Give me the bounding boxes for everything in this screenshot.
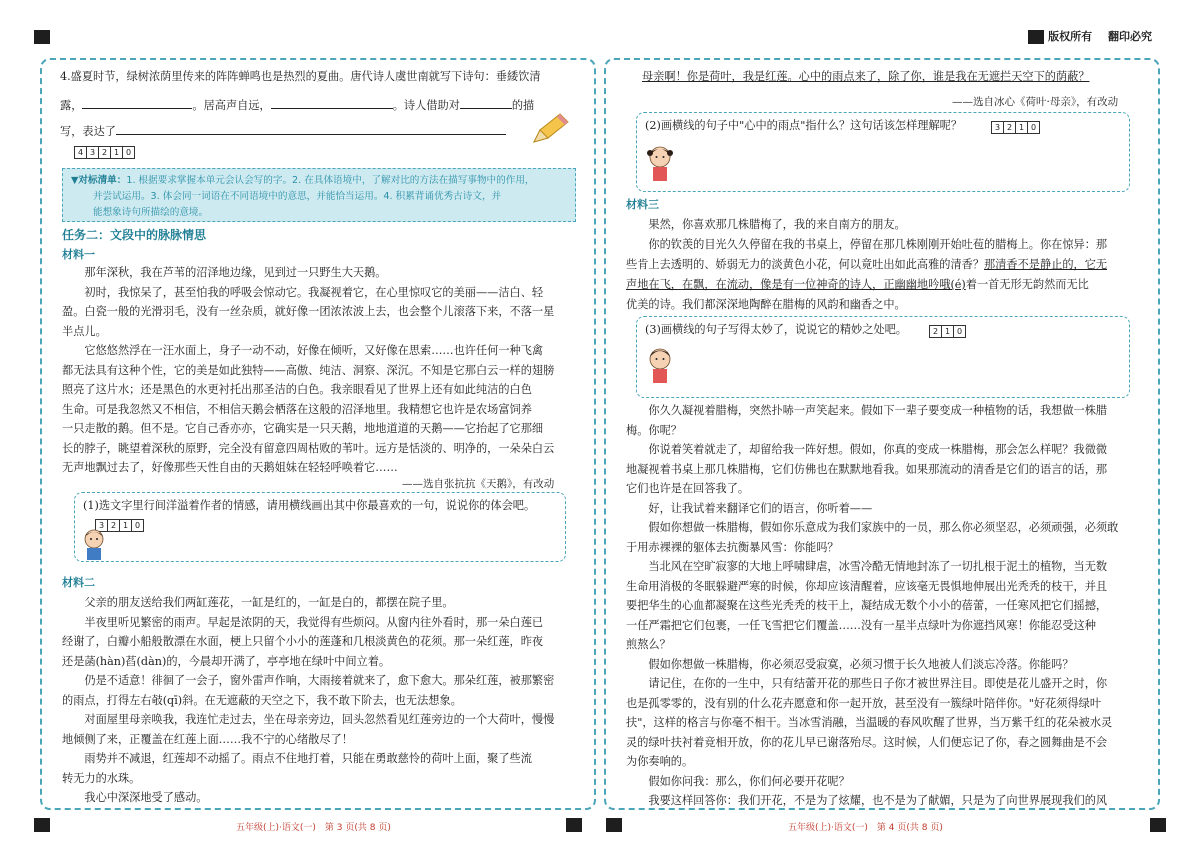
paragraph-line: 父亲的朋友送给我们两缸莲花，一缸是红的，一缸是白的，都摆在院子里。 xyxy=(62,596,454,609)
paragraph-line: 地倾侧了来，正覆盖在红莲上面……我不宁的心绪散尽了！ xyxy=(62,732,353,746)
paragraph-line: 那年深秋，我在芦苇的沼泽地边缘，见到过一只野生大天鹅。 xyxy=(62,266,387,279)
paragraph-line: 请记住，在你的一生中，只有结蕾开花的那些日子你才被世界注目。即使是花儿盛开之时，你 xyxy=(626,677,1108,690)
checklist-text-1: 1. 根据要求掌握本单元会认会写的字。2. 在具体语境中，了解对比的方法在描写事物中的作用， xyxy=(126,175,535,186)
material3-line4-rest: 着一首无形无韵然而无比 xyxy=(965,278,1089,291)
paragraph-line: 都无法具有这种个性，它的美是如此独特——高傲、纯洁、洞察、深沉。不知是它那白云一样的翅膀 xyxy=(62,363,555,377)
paragraph-line: 要把华生的心血都凝聚在这些光秃秃的枝干上，凝结成无数个小小的蓓蕾，一任寒风把它们摇撼， xyxy=(626,599,1108,612)
girl-avatar-icon xyxy=(645,143,675,183)
top-quote: 母亲啊！你是荷叶，我是红莲。心中的雨点来了，除了你，谁是我在无遮拦天空下的荫蔽？ xyxy=(642,70,1090,83)
material3-line3 xyxy=(626,256,1107,274)
paragraph-line: 照亮了这片水；还是黑色的水更衬托出那圣洁的白色。我亲眼看见了世界上还有如此纯洁的白色 xyxy=(62,383,532,396)
score-box[interactable]: 1 xyxy=(941,325,954,338)
material3-label xyxy=(626,196,659,212)
paragraph-line: 初时，我惊呆了，甚至怕我的呼吸会惊动它。我凝视着它，在心里惊叹它的美丽——洁白、轻 xyxy=(62,285,544,299)
underlined-sentence-start: 那清香不是静止的，它无 xyxy=(984,258,1108,271)
paragraph-line: 灵的绿叶扶衬着竞相开放，你的花儿早已谢落殆尽。这时候，人们便忘记了你，春之圆舞曲是不会 xyxy=(626,735,1108,749)
material3-label-text: 材料三 xyxy=(626,198,659,211)
paragraph-line: 生命用消极的冬眠躲避严寒的时候，你却应该清醒着，应该毫无畏惧地伸展出光秃秃的枝干，并且 xyxy=(626,579,1108,593)
score-box[interactable]: 2 xyxy=(98,146,111,159)
q4-line2-b: 。居高声自远， xyxy=(192,99,271,112)
material1-label-text: 材料一 xyxy=(62,248,95,261)
score-box[interactable]: 1 xyxy=(119,519,132,532)
q4-line3 xyxy=(60,122,506,141)
left-page-footer: 五年级(上)·语文(一) 第 3 页(共 8 页) xyxy=(236,823,391,833)
paragraph-line: 仍是不适意！徘徊了一会子，窗外雷声作响，大雨接着就来了，愈下愈大。那朵红莲，被那繁密 xyxy=(62,674,555,687)
paragraph-line: 它悠悠然浮在一汪水面上，身子一动不动，好像在倾听，又好像在思索……也许任何一种飞禽 xyxy=(62,344,544,357)
paragraph-line: 经谢了，白瓣小船般散漂在水面，梗上只留个小小的莲蓬和几根淡黄色的花须。那一朵红莲，昨夜 xyxy=(62,635,544,648)
corner-mark-bottom-left xyxy=(34,818,50,832)
score-box[interactable]: 0 xyxy=(122,146,135,159)
corner-mark-bottom-right xyxy=(1150,818,1166,832)
material3-line2: 你的钦羡的目光久久停留在我的书桌上，停留在那几株刚刚开始吐苞的腊梅上。你在惊异：那 xyxy=(626,238,1108,251)
material3-line1: 果然，你喜欢那几株腊梅了，我的来自南方的朋友。 xyxy=(626,218,906,231)
score-box[interactable]: 0 xyxy=(1027,121,1040,134)
score-box[interactable]: 3 xyxy=(86,146,99,159)
question2-box xyxy=(636,112,1130,192)
paragraph-line: 它们也许是在回答我了。 xyxy=(626,482,750,495)
boy-avatar-icon xyxy=(79,527,109,561)
paragraph-line: 一只走散的鹅。但不是。它自己香亦亦，它确实是一只天鹅，地地道道的天鹅——它抬起了它那细 xyxy=(62,422,544,435)
pencil-icon xyxy=(530,112,570,146)
paragraph-line: 长的脖子，眺望着深秋的原野，完全没有留意四周枯败的苇叶。远方是恬淡的、明净的，一朵朵白云 xyxy=(62,441,555,455)
q4-line2-d: 的描 xyxy=(511,99,535,112)
material3-line3-text: 些肯上去透明的、娇弱无力的淡黄色小花，何以竟吐出如此高雅的清香？ xyxy=(626,258,985,271)
question2-label: (2)画横线的句子中"心中的雨点"指什么？这句话该怎样理解呢？ xyxy=(645,119,963,132)
material1-label xyxy=(62,246,95,262)
paragraph-line: 梅。你呢？ xyxy=(626,423,682,437)
score-box[interactable]: 2 xyxy=(107,519,120,532)
score-box[interactable]: 0 xyxy=(953,325,966,338)
paragraph-line: 我心中深深地受了感动。 xyxy=(62,791,208,804)
q4-blank-1[interactable] xyxy=(82,96,192,109)
paragraph-line: 好，让我试着来翻译它们的语言，你听着—— xyxy=(626,501,873,515)
score-box[interactable]: 2 xyxy=(929,325,942,338)
boy-avatar-icon xyxy=(645,345,675,385)
rights-reserved-label: 版权所有 xyxy=(1048,30,1093,43)
score-box[interactable]: 3 xyxy=(991,121,1004,134)
paragraph-line: 无声地飘过去了，好像那些天性自由的天鹅姐妹在轻轻呼唤着它…… xyxy=(62,461,398,474)
no-copy-label: 翻印必究 xyxy=(1108,30,1152,43)
question2-text xyxy=(645,117,962,135)
score-box[interactable]: 1 xyxy=(1015,121,1028,134)
q4-line3-text: 写，表达了 xyxy=(60,125,116,138)
q4-line2-c: 。诗人借助对 xyxy=(392,99,460,112)
underlined-sentence-end: 声地在飞，在飘，在流动，像是有一位神奇的诗人，正幽幽地吟哦(é) xyxy=(626,278,966,291)
checklist-text-2: 并尝试运用。3. 体会同一词语在不同语境中的意思，并能恰当运用。4. 积累背诵优秀古诗文，并 xyxy=(93,191,502,202)
paragraph-line: 你说着笑着就走了，却留给我一阵好想。假如，你真的变成一株腊梅，那会怎么样呢？我微微 xyxy=(626,443,1108,456)
paragraph-line: 一任严霜把它们包裹，一任飞雪把它们覆盖……没有一星半点绿叶为你遮挡风寒！你能忍受这种 xyxy=(626,618,1096,632)
material3-line4 xyxy=(626,276,1089,294)
question1-text: (1)选文字里行间洋溢着作者的情感，请用横线画出其中你最喜欢的一句，说说你的体会吧。 xyxy=(83,499,536,512)
checklist-box xyxy=(62,168,576,222)
checklist-line1 xyxy=(71,173,567,189)
paragraph-line: 还是菡(hàn)萏(dàn)的，今晨却开满了，亭亭地在绿叶中间立着。 xyxy=(62,654,391,668)
right-page xyxy=(604,58,1160,810)
paragraph-line: 半夜里听见繁密的雨声。早起是浓阴的天，我觉得有些烦闷。从窗内往外看时，那一朵白莲已 xyxy=(62,615,544,629)
paragraph-line: 我要这样回答你：我们开花，不是为了炫耀，也不是为了献媚，只是为了向世界展现我们的风 xyxy=(626,794,1108,807)
material1-source: ——选自张抗抗《天鹅》，有改动 xyxy=(402,478,555,490)
corner-mark-top-left xyxy=(34,30,50,44)
checklist-title: 对标清单： xyxy=(78,175,127,186)
material2-label xyxy=(62,574,95,590)
paragraph-line: 地凝视着书桌上那几株腊梅，它们仿佛也在默默地看我。如果那流动的清香是它们的语言的话，那 xyxy=(626,462,1108,476)
paragraph-line: 当北风在空旷寂寥的大地上呼啸肆虐，冰雪冷酷无情地封冻了一切扎根于泥土的植物，当无数 xyxy=(626,560,1108,573)
score-box[interactable]: 3 xyxy=(95,519,108,532)
task-title: 任务二：文段中的脉脉情思 xyxy=(62,228,207,242)
q4-blank-2[interactable] xyxy=(271,96,393,109)
paragraph-line: 的雨点，打得左右攲(qī)斜。在无遮蔽的天空之下，我不敢下阶去，也无法想象。 xyxy=(62,693,462,707)
score-box[interactable]: 2 xyxy=(1003,121,1016,134)
paragraph-line: 转无力的水珠。 xyxy=(62,771,141,785)
material3-line5: 优美的诗。我们都深深地陶醉在腊梅的风韵和幽香之中。 xyxy=(626,298,906,311)
paragraph-line: 盈。白瓷一般的光滑羽毛，没有一丝杂质，就好像一团浓浓波上去，也会整个儿滚落下来，不落一星 xyxy=(62,305,555,318)
score-box[interactable]: 4 xyxy=(74,146,87,159)
q4-blank-4[interactable] xyxy=(116,122,506,135)
right-page-footer: 五年级(上)·语文(一) 第 4 页(共 8 页) xyxy=(788,823,943,833)
filter-icon: ▼ xyxy=(71,175,79,186)
q4-line2-a: 露， xyxy=(60,99,83,112)
paragraph-line: 也是孤零零的，没有别的什么花卉愿意和你一起开放，甚至没有一簇绿叶陪伴你。"好花须得绿叶 xyxy=(626,696,1102,710)
paragraph-line: 为你奏响的。 xyxy=(626,755,694,768)
question3-text: (3)画横线的句子写得太妙了，说说它的精妙之处吧。 xyxy=(645,323,907,336)
checklist-text-3: 能想象诗句所描绘的意境。 xyxy=(93,207,209,218)
question3-box xyxy=(636,316,1130,398)
material2-label-text: 材料二 xyxy=(62,576,95,589)
paragraph-line: 煎熬么？ xyxy=(626,638,671,651)
paragraph-line: 于用赤裸裸的躯体去抗衡暴风雪：你能吗？ xyxy=(626,540,839,554)
paragraph-line: 对面屋里母亲唤我，我连忙走过去，坐在母亲旁边，回头忽然看见红莲旁边的一个大荷叶，慢慢 xyxy=(62,713,555,726)
paragraph-line: 生命。可是我忽然又不相信，不相信天鹅会栖落在这般的沼泽地里。我精想它也许是农场富饲养 xyxy=(62,402,532,416)
paragraph-line: 半点儿。 xyxy=(62,324,107,338)
material2-source: ——选自冰心《荷叶·母亲》，有改动 xyxy=(952,96,1119,108)
q4-line2 xyxy=(60,96,534,115)
corner-mark-bottom-mid-left xyxy=(566,818,582,832)
q4-score-boxes xyxy=(74,146,134,159)
q4-blank-3[interactable] xyxy=(460,96,512,109)
question3-score-boxes xyxy=(929,325,965,338)
copyright-header xyxy=(1036,28,1152,44)
q4-line1: 4.盛夏时节，绿树浓荫里传来的阵阵蝉鸣也是热烈的夏曲。唐代诗人虞世南就写下诗句：垂緌饮清 xyxy=(60,70,541,83)
score-box[interactable]: 0 xyxy=(131,519,144,532)
paragraph-line: 扶"，这样的格言与你毫不相干。当冰雪消融，当温暖的春风吹醒了世界，当万紫千红的花朵被水灵 xyxy=(626,716,1113,729)
left-page xyxy=(40,58,596,810)
score-box[interactable]: 1 xyxy=(110,146,123,159)
question1-box xyxy=(74,492,566,562)
corner-mark-bottom-mid-right xyxy=(606,818,622,832)
paragraph-line: 雨势并不减退，红莲却不动摇了。雨点不住地打着，只能在勇敢慈怜的荷叶上面，聚了些流 xyxy=(62,752,532,765)
paragraph-line: 假如你问我：那么，你们何必要开花呢？ xyxy=(626,774,850,788)
question2-score-boxes xyxy=(991,121,1039,134)
paragraph-line: 假如你想做一株腊梅，你必须忍受寂寞，必须习惯于长久地被人们淡忘冷落。你能吗？ xyxy=(626,657,1074,671)
paragraph-line: 假如你想做一株腊梅，假如你乐意成为我们家族中的一员，那么你必须坚忍，必须顽强，必须敢 xyxy=(626,521,1119,534)
paragraph-line: 你久久凝视着腊梅，突然扑哧一声笑起来。假如下一辈子要变成一种植物的话，我想做一株腊 xyxy=(626,404,1108,417)
